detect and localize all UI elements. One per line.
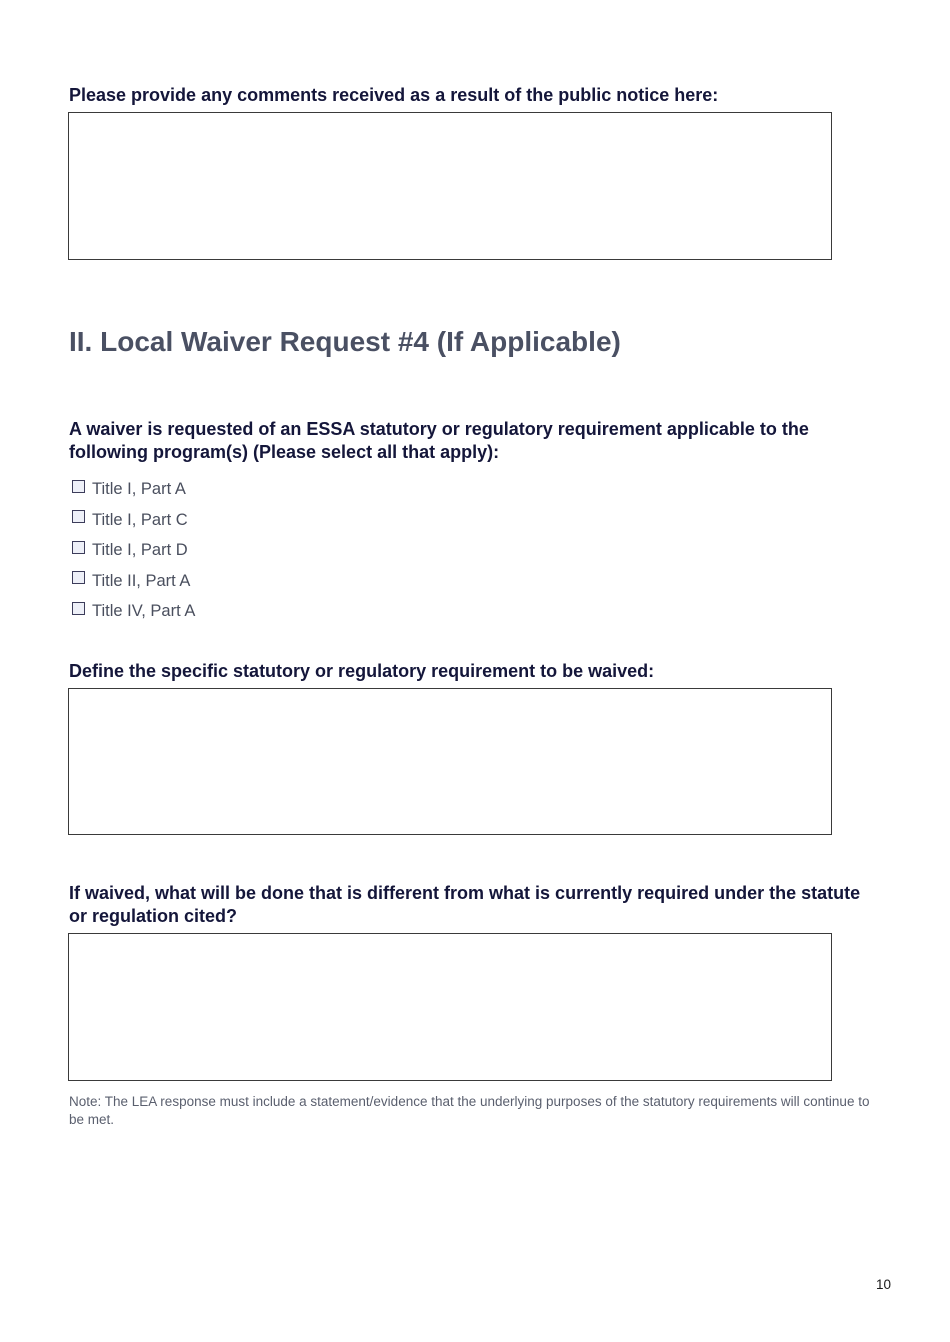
program-option-title-1-part-d[interactable] bbox=[72, 535, 195, 566]
page-number: 10 bbox=[876, 1277, 892, 1292]
program-option-label: Title I, Part C bbox=[92, 510, 188, 529]
program-option-title-2-part-a[interactable] bbox=[72, 566, 195, 597]
program-option-label: Title I, Part A bbox=[92, 480, 186, 499]
comments-label: Please provide any comments received as a result of the public notice here: bbox=[69, 85, 719, 105]
requirement-textarea[interactable] bbox=[68, 688, 832, 835]
checkbox[interactable] bbox=[72, 480, 85, 493]
checkbox[interactable] bbox=[72, 510, 85, 523]
program-checklist bbox=[72, 474, 195, 627]
note-text: Note: The LEA response must include a statement/evidence that the underlying purposes of the statutory requirements will continue to be met. bbox=[69, 1094, 870, 1127]
difference-textarea[interactable] bbox=[68, 933, 832, 1081]
checkbox[interactable] bbox=[72, 571, 85, 584]
programs-label: A waiver is requested of an ESSA statutory or regulatory requirement applicable to the following program(s) (Please select all that apply): bbox=[69, 419, 809, 462]
program-option-title-4-part-a[interactable] bbox=[72, 596, 195, 627]
difference-label: If waived, what will be done that is different from what is currently required under the statute or regulation cited? bbox=[69, 883, 861, 926]
checkbox[interactable] bbox=[72, 541, 85, 554]
comments-textarea[interactable] bbox=[68, 112, 832, 260]
program-option-label: Title I, Part D bbox=[92, 541, 188, 560]
program-option-label: Title II, Part A bbox=[92, 571, 191, 590]
program-option-title-1-part-c[interactable] bbox=[72, 505, 195, 536]
program-option-title-1-part-a[interactable] bbox=[72, 474, 195, 505]
program-option-label: Title IV, Part A bbox=[92, 602, 196, 621]
checkbox[interactable] bbox=[72, 602, 85, 615]
requirement-label: Define the specific statutory or regulatory requirement to be waived: bbox=[69, 661, 655, 681]
section-heading: II. Local Waiver Request #4 (If Applicable) bbox=[69, 326, 621, 357]
